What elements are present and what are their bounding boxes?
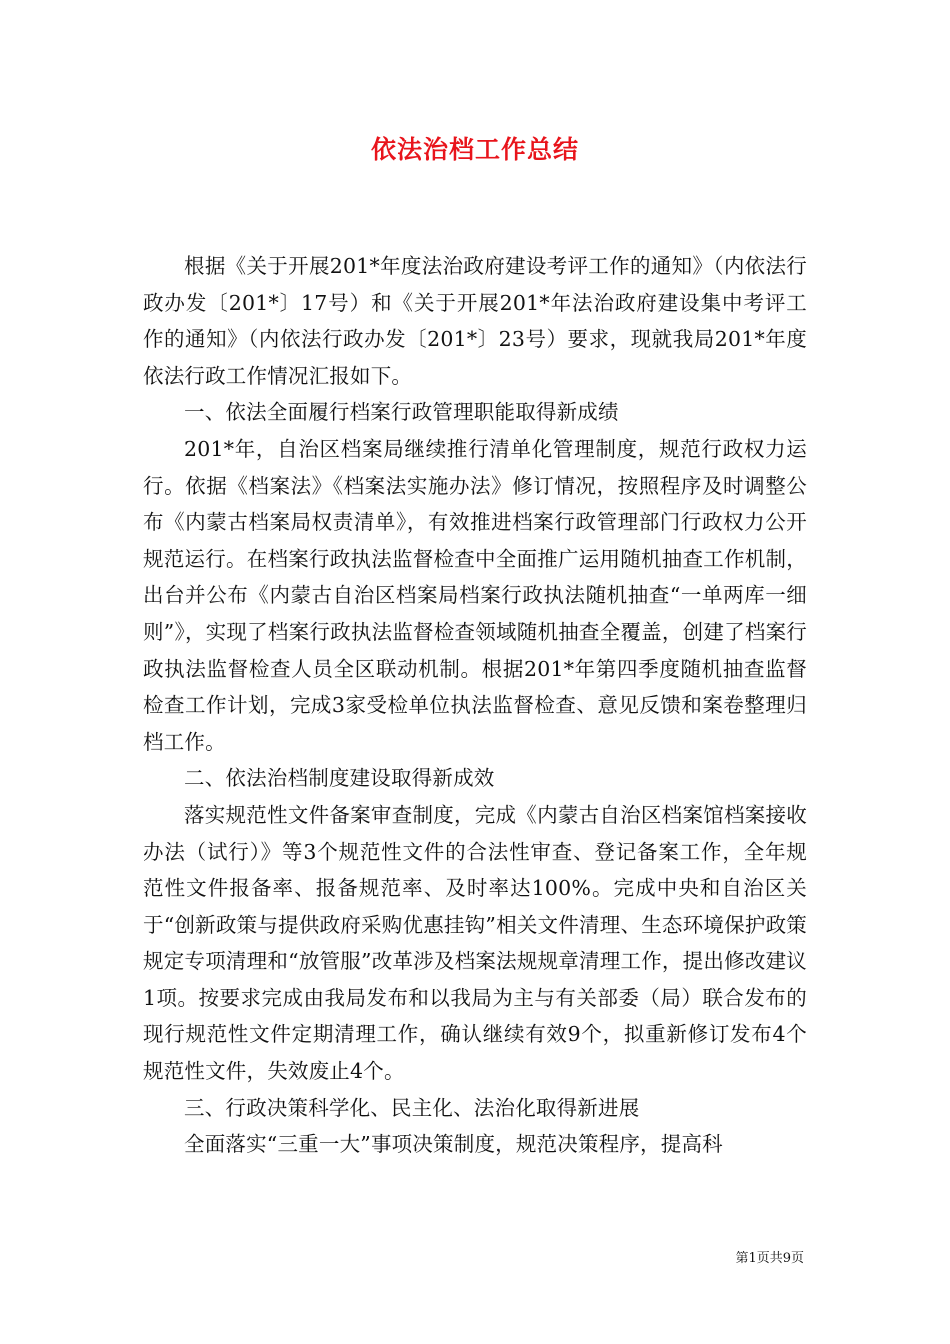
paragraph-intro: 根据《关于开展201*年度法治政府建设考评工作的通知》（内依法行政办发〔201*〕17号）和《关于开展201*年法治政府建设集中考评工作的通知》（内依法行政办发〔201*〕23号）要求，现就我局201*年度依法行政工作情况汇报如下。 [143,254,807,388]
section-heading-3: 三、行政决策科学化、民主化、法治化取得新进展 [184,1095,640,1120]
document-title: 依法治档工作总结 [370,135,579,164]
paragraph-section-3: 全面落实“三重一大”事项决策制度，规范决策程序，提高科 [184,1132,723,1157]
section-heading-1: 一、依法全面履行档案行政管理职能取得新成绩 [184,400,619,425]
document-body [143,248,807,1163]
paragraph-section-1: 201*年，自治区档案局继续推行清单化管理制度，规范行政权力运行。依据《档案法》《档案法实施办法》修订情况，按照程序及时调整公布《内蒙古档案局权责清单》，有效推进档案行政管理部门行政权力公开规范运行。在档案行政执法监督检查中全面推广运用随机抽查工作机制，出台并公布《内蒙古自治区档案局档案行政执法随机抽查“一单两库一细则”》，实现了档案行政执法监督检查领域随机抽查全覆盖，创建了档案行政执法监督检查人员全区联动机制。根据201*年第四季度随机抽查监督检查工作计划，完成3家受检单位执法监督检查、意见反馈和案卷整理归档工作。 [143,436,807,754]
page-number: 第1页共9页 [735,1251,804,1266]
section-heading-2: 二、依法治档制度建设取得新成效 [184,766,495,791]
paragraph-section-2: 落实规范性文件备案审查制度，完成《内蒙古自治区档案馆档案接收办法（试行）》等3个规范性文件的合法性审查、登记备案工作，全年规范性文件报备率、报备规范率、及时率达100%。完成中央和自治区关于“创新政策与提供政府采购优惠挂钩”相关文件清理、生态环境保护政策规定专项清理和“放管服”改革涉及档案法规规章清理工作，提出修改建议1项。按要求完成由我局发布和以我局为主与有关部委（局）联合发布的现行规范性文件定期清理工作，确认继续有效9个，拟重新修订发布4个规范性文件，失效废止4个。 [143,802,807,1084]
